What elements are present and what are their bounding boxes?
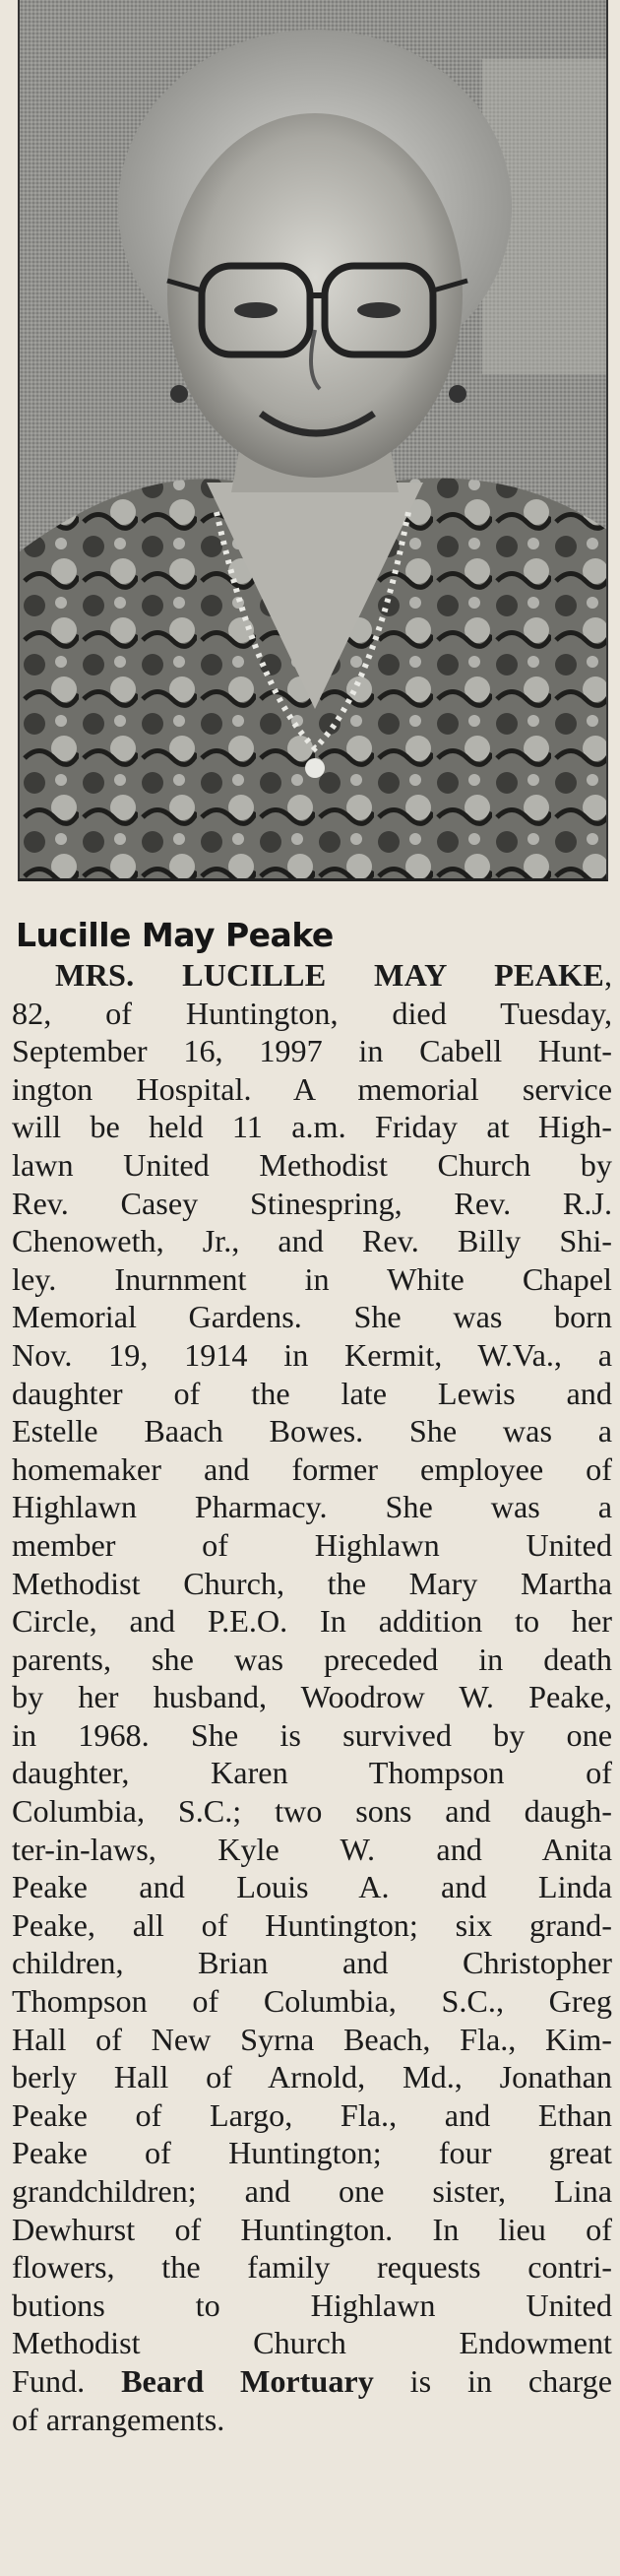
obituary-line: Dewhurst of Huntington. In lieu of: [12, 2211, 612, 2247]
obituary-line: September 16, 1997 in Cabell Hunt-: [12, 1033, 612, 1069]
obituary-line: Nov. 19, 1914 in Kermit, W.Va., a: [12, 1336, 612, 1373]
obituary-line: daughter of the late Lewis and: [12, 1375, 612, 1411]
portrait-illustration: [20, 0, 608, 881]
obituary-line: Thompson of Columbia, S.C., Greg: [12, 1983, 612, 2020]
obituary-line: Methodist Church Endowment: [12, 2325, 612, 2361]
obituary-line: MRS. LUCILLE MAY PEAKE,: [55, 957, 612, 993]
obituary-line: of arrangements.: [12, 2401, 225, 2437]
obituary-line: Rev. Casey Stinespring, Rev. R.J.: [12, 1185, 612, 1221]
obituary-line: Methodist Church, the Mary Martha: [12, 1565, 612, 1601]
obituary-line: Columbia, S.C.; two sons and daugh-: [12, 1793, 612, 1830]
obituary-line: Circle, and P.E.O. In addition to her: [12, 1603, 612, 1640]
obituary-line: ter-in-laws, Kyle W. and Anita: [12, 1831, 612, 1867]
obituary-line: parents, she was preceded in death: [12, 1641, 612, 1677]
obituary-line: flowers, the family requests contri-: [12, 2249, 612, 2286]
obituary-line: children, Brian and Christopher: [12, 1945, 612, 1981]
mortuary-name: Beard Mortuary: [121, 2362, 374, 2399]
obituary-article: [12, 916, 612, 2438]
obituary-line: grandchildren; and one sister, Lina: [12, 2173, 612, 2209]
obituary-lead-name: MRS. LUCILLE MAY PEAKE: [55, 957, 604, 993]
obituary-line: by her husband, Woodrow W. Peake,: [12, 1679, 612, 1715]
obituary-line: member of Highlawn United: [12, 1526, 612, 1563]
obituary-line: daughter, Karen Thompson of: [12, 1755, 612, 1791]
obituary-line: butions to Highlawn United: [12, 2286, 612, 2323]
obituary-line: ington Hospital. A memorial service: [12, 1070, 612, 1107]
obituary-line: Fund. Beard Mortuary is in charge: [12, 2362, 613, 2399]
obituary-line: Chenoweth, Jr., and Rev. Billy Shi-: [12, 1223, 612, 1259]
obituary-line: homemaker and former employee of: [12, 1450, 612, 1487]
obituary-line: 82, of Huntington, died Tuesday,: [12, 995, 612, 1031]
obituary-line: Peake of Huntington; four great: [12, 2135, 612, 2171]
obituary-line: berly Hall of Arnold, Md., Jonathan: [12, 2059, 612, 2095]
obituary-line: Hall of New Syrna Beach, Fla., Kim-: [12, 2021, 612, 2057]
obituary-line: Peake and Louis A. and Linda: [12, 1869, 612, 1905]
obituary-line: ley. Inurnment in White Chapel: [12, 1260, 612, 1297]
obituary-line: will be held 11 a.m. Friday at High-: [12, 1109, 612, 1145]
portrait-photo: [18, 0, 608, 881]
obituary-line: Memorial Gardens. She was born: [12, 1299, 612, 1335]
obituary-line: Highlawn Pharmacy. She was a: [12, 1489, 612, 1525]
obituary-body: [12, 956, 612, 2438]
obituary-line: Estelle Baach Bowes. She was a: [12, 1413, 612, 1449]
obituary-line: in 1968. She is survived by one: [12, 1716, 612, 1753]
obituary-line: Peake, all of Huntington; six grand-: [12, 1906, 612, 1943]
obituary-line: Peake of Largo, Fla., and Ethan: [12, 2096, 612, 2133]
obituary-headline: Lucille May Peake: [16, 916, 334, 954]
obituary-line: lawn United Methodist Church by: [12, 1146, 612, 1183]
